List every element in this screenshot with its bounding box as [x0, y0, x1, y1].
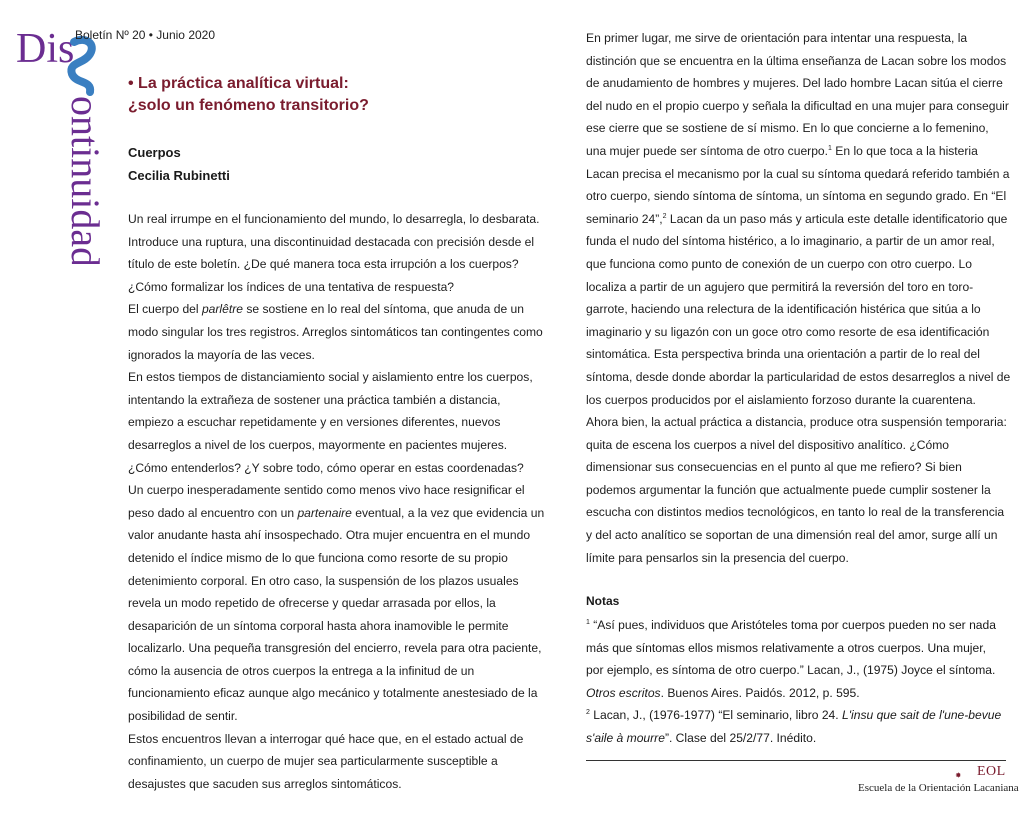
article-title	[128, 73, 528, 117]
notes-list	[586, 614, 1006, 750]
logo	[14, 14, 114, 264]
logo-graphic	[14, 14, 114, 264]
footnote-ref[interactable]: 1	[828, 144, 832, 152]
author-name: Cecilia Rubinetti	[128, 168, 230, 183]
footer-divider	[586, 760, 1006, 761]
logo-dis-text: Dis	[16, 26, 75, 72]
bulletin-line: Boletín Nº 20 • Junio 2020	[75, 28, 216, 42]
logo-ontinuidad-text: ontinuidad	[63, 96, 108, 264]
paragraph: El cuerpo del parlêtre se sostiene en lo real del síntoma, que anuda de un modo singular los tres registros. Arreglos sintomáticos tan contingentes como ignorados la mayoría de las veces.	[128, 302, 543, 362]
note-item: $^2$ Lacan, J., (1976-1977) “El seminario, libro 24. L'insu que sait de l'une-bevue s'aile à mourre”. Clase del 25/2/77. Inédito.	[586, 708, 1002, 745]
paragraph: En primer lugar, me sirve de orientación para intentar una respuesta, la distinción que se encuentra en la última enseñanza de Lacan sobre los modos de anudamiento de hombres y mujeres. Del lado hombre Lacan sitúa el cierre del nudo en el propio cuerpo y señala la dificultad en una mujer para conseguir ese cierre que se sostiene de sí mismo. En lo que concierne a lo femenino, una mujer puede ser síntoma de otro cuerpo.$^1$ En lo que toca a la histeria Lacan precisa el mecanismo por la cual su síntoma quedará referido también a otro cuerpo, siendo síntoma de síntoma, un síntoma en segundo grado. En “El seminario 24”,$^2$ Lacan da un paso más y articula este detalle identificatorio que funda el nudo del síntoma histérico, a lo imaginario, a partir de un amor real, que funciona como punto de conexión de un cuerpo con otro cuerpo. Lo localiza a partir de un agujero que permitirá la reversión del toro en toro-garrote, haciendo una relectura de la identificación histérica que sitúa a lo imaginario y su ligazón con un goce otro como resorte de esa identificación sintomática. Esta perspectiva brinda una orientación a partir de lo real del síntoma, desde donde abordar la particularidad de estos desarreglos a nivel de los cuerpos producidos por el aislamiento forzoso durante la cuarentena.	[586, 31, 1011, 407]
paragraph: Un real irrumpe en el funcionamiento del mundo, lo desarregla, lo desbarata. Introduce una ruptura, una discontinuidad destacada con precisión desde el título de este boletín. ¿De qué manera toca esta irrupción a los cuerpos? ¿Cómo formalizar los índices de una tentativa de respuesta?	[128, 212, 540, 294]
paragraph: Ahora bien, la actual práctica a distancia, produce otra suspensión temporaria: quita de escena los cuerpos a nivel del dispositivo analítico. ¿Cómo dimensionar sus consecuencias en el punto al que me refiero? Si bien podemos argumentar la función que actualmente puede cumplir sostener la escucha con distintos medios tecnológicos, en tanto lo real de la transferencia y del acto analítico se soportan de una dimensión real del amor, surge allí un límite para pensarlos sin la presencia del cuerpo.	[586, 415, 1007, 565]
section-heading: Cuerpos	[128, 145, 181, 160]
eol-brand: EOL	[977, 764, 1006, 779]
notes-heading: Notas	[586, 594, 620, 608]
right-column	[586, 27, 1011, 569]
paragraph: Estos encuentros llevan a interrogar qué hace que, en el estado actual de confinamiento, un cuerpo de mujer sea particularmente susceptible a desajustes que sacuden sus arreglos sintomáticos.	[128, 731, 524, 791]
logo-c-swoosh	[71, 40, 91, 92]
article-title-line1: • La práctica analítica virtual:	[128, 75, 349, 92]
school-name: Escuela de la Orientación Lacaniana	[858, 782, 1019, 794]
footnote-ref[interactable]: 2	[662, 212, 667, 220]
paragraph: En estos tiempos de distanciamiento social y aislamiento entre los cuerpos, intentando la extrañeza de sostener una práctica también a distancia, empiezo a escuchar repetidamente y en versiones diferentes, nuevos desarreglos a nivel de los cuerpos, mayormente en pacientes mujeres. ¿Cómo entenderlos? ¿Y sobre todo, cómo operar en estas coordenadas?	[128, 370, 533, 475]
section-header	[128, 141, 230, 187]
article-title-line2: ¿solo un fenómeno transitorio?	[128, 97, 369, 114]
note-item: $^1$ “Así pues, individuos que Aristóteles toma por cuerpos pueden no ser nada más que síntomas ellos mismos relativamente a otros cuerpos. Una mujer, por ejemplo, es síntoma de otro cuerpo.” Lacan, J., (1975) Joyce el síntoma. Otros escritos. Buenos Aires. Paidós. 2012, p. 595.	[586, 618, 996, 700]
left-column	[128, 208, 548, 795]
paragraph: Un cuerpo inesperadamente sentido como menos vivo hace resignificar el peso dado al encuentro con un partenaire eventual, a la vez que evidencia un valor anudante hasta ahí insospechado. Otra mujer encuentra en el mundo detenido el índice mismo de lo que funciona como resorte de su propio detenimiento corporal. En otro caso, la suspensión de los plazos usuales revela un modo repetido de ofrecerse y quedar arrasada por ellos, la desaparición de un síntoma corporal hasta ahora inamovible le permite localizarlo. Una pequeña transgresión del encierro, revela para otra paciente, cómo la ausencia de otros cuerpos la entrega a la infinitud de un funcionamiento eficaz aunque algo mecánico y totalmente anestesiado de la posibilidad de sentir.	[128, 483, 545, 724]
